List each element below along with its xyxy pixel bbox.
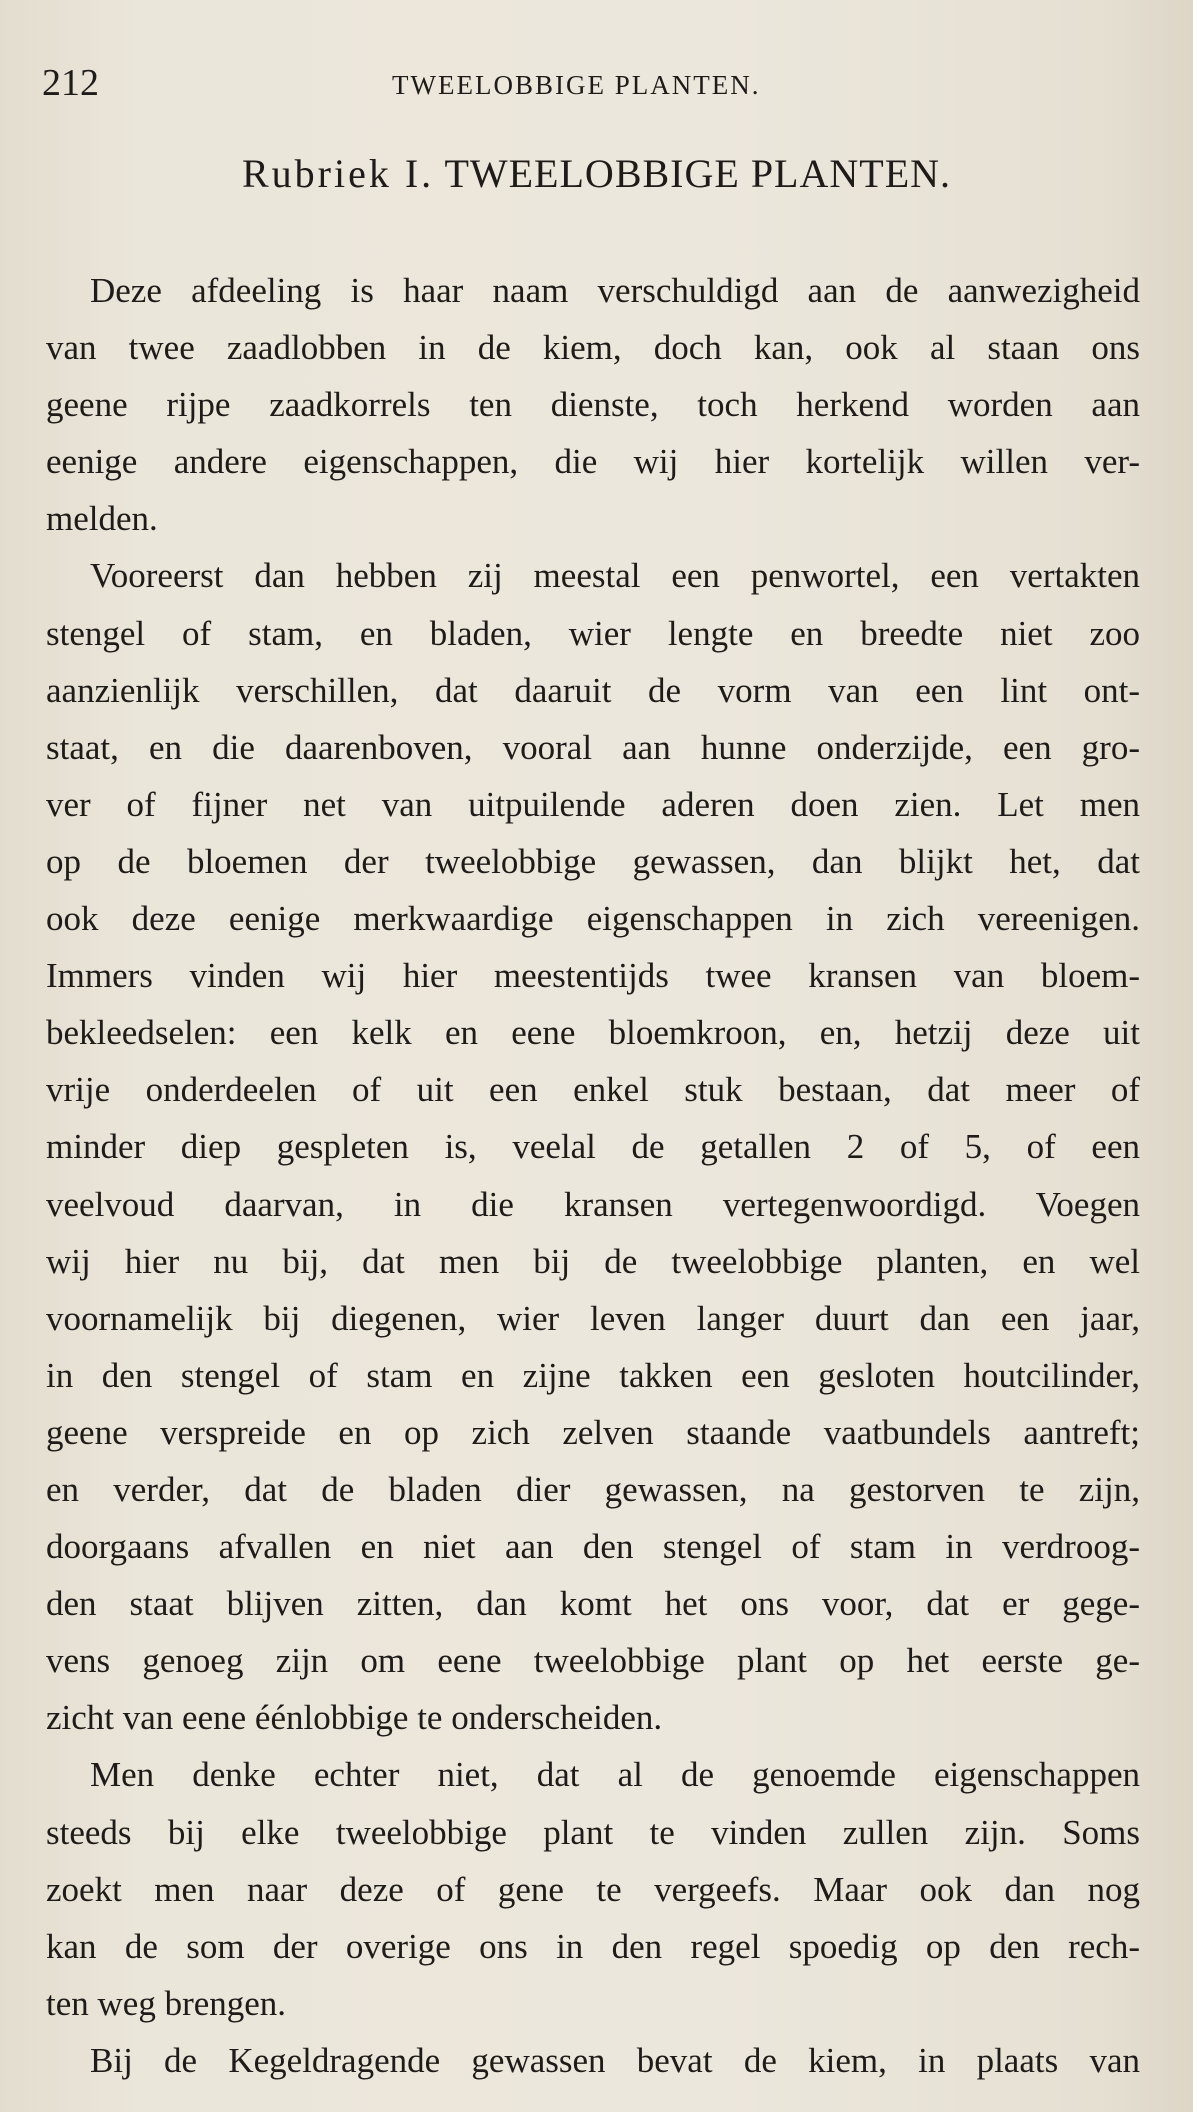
text-line: ver of fijner net van uitpuilende aderen doen zien. Let men [46,784,1140,824]
text-line: in den stengel of stam en zijne takken een gesloten houtcilinder, [46,1355,1140,1395]
page-number: 212 [42,62,99,104]
text-line: Bij de Kegeldragende gewassen bevat de kiem, in plaats van [90,2040,1140,2080]
text-line: geene verspreide en op zich zelven staande vaatbundels aantreft; [46,1412,1140,1452]
body-text [46,262,1140,2089]
page-header [42,58,1142,108]
paragraph-1 [46,262,1140,547]
text-line: Men denke echter niet, dat al de genoemde eigenschappen [90,1755,1140,1795]
paragraph-2 [46,547,1140,1746]
text-line: den staat blijven zitten, dan komt het ons voor, dat er gege- [46,1584,1140,1624]
text-line: wij hier nu bij, dat men bij de tweelobbige planten, en wel [46,1241,1140,1281]
text-line: eenige andere eigenschappen, die wij hier kortelijk willen ver- [46,442,1140,482]
text-line: voornamelijk bij diegenen, wier leven langer duurt dan een jaar, [46,1298,1140,1338]
text-line: ook deze eenige merkwaardige eigenschappen in zich vereenigen. [46,899,1140,939]
section-title [0,146,1193,202]
section-title-text: TWEELOBBIGE PLANTEN. [444,151,952,196]
text-line: ten weg brengen. [46,1983,287,2023]
text-line: Vooreerst dan hebben zij meestal een penwortel, een vertakten [90,556,1140,596]
text-line: op de bloemen der tweelobbige gewassen, dan blijkt het, dat [46,841,1140,881]
text-line: Immers vinden wij hier meestentijds twee kransen van bloem- [46,956,1140,996]
text-line: vrije onderdeelen of uit een enkel stuk bestaan, dat meer of [46,1070,1140,1110]
text-line: en verder, dat de bladen dier gewassen, na gestorven te zijn, [46,1469,1140,1509]
text-line: van twee zaadlobben in de kiem, doch kan, ook al staan ons [46,328,1140,368]
text-line: staat, en die daarenboven, vooral aan hunne onderzijde, een gro- [46,727,1140,767]
paragraph-4 [46,2032,1140,2089]
section-rubriek: Rubriek I. [241,151,435,196]
text-line: zicht van eene éénlobbige te onderscheiden. [46,1698,663,1738]
paragraph-3 [46,1746,1140,2031]
text-line: steeds bij elke tweelobbige plant te vinden zullen zijn. Soms [46,1812,1140,1852]
text-line: stengel of stam, en bladen, wier lengte en breedte niet zoo [46,613,1140,653]
text-line: doorgaans afvallen en niet aan den stengel of stam in verdroog- [46,1527,1140,1567]
text-line: bekleedselen: een kelk en eene bloemkroon, en, hetzij deze uit [46,1013,1140,1053]
text-line: vens genoeg zijn om eene tweelobbige plant op het eerste ge- [46,1641,1140,1681]
text-line: Deze afdeeling is haar naam verschuldigd aan de aanwezigheid [90,271,1140,310]
text-line: kan de som der overige ons in den regel spoedig op den rech- [46,1926,1140,1966]
text-line: geene rijpe zaadkorrels ten dienste, toch herkend worden aan [46,385,1140,425]
text-line: veelvoud daarvan, in die kransen vertegenwoordigd. Voegen [46,1184,1140,1224]
text-line: zoekt men naar deze of gene te vergeefs. Maar ook dan nog [46,1869,1140,1909]
text-line: melden. [46,499,158,539]
text-line: minder diep gespleten is, veelal de getallen 2 of 5, of een [46,1127,1140,1167]
running-head: TWEELOBBIGE PLANTEN. [392,70,761,100]
text-line: aanzienlijk verschillen, dat daaruit de vorm van een lint ont- [46,670,1140,710]
